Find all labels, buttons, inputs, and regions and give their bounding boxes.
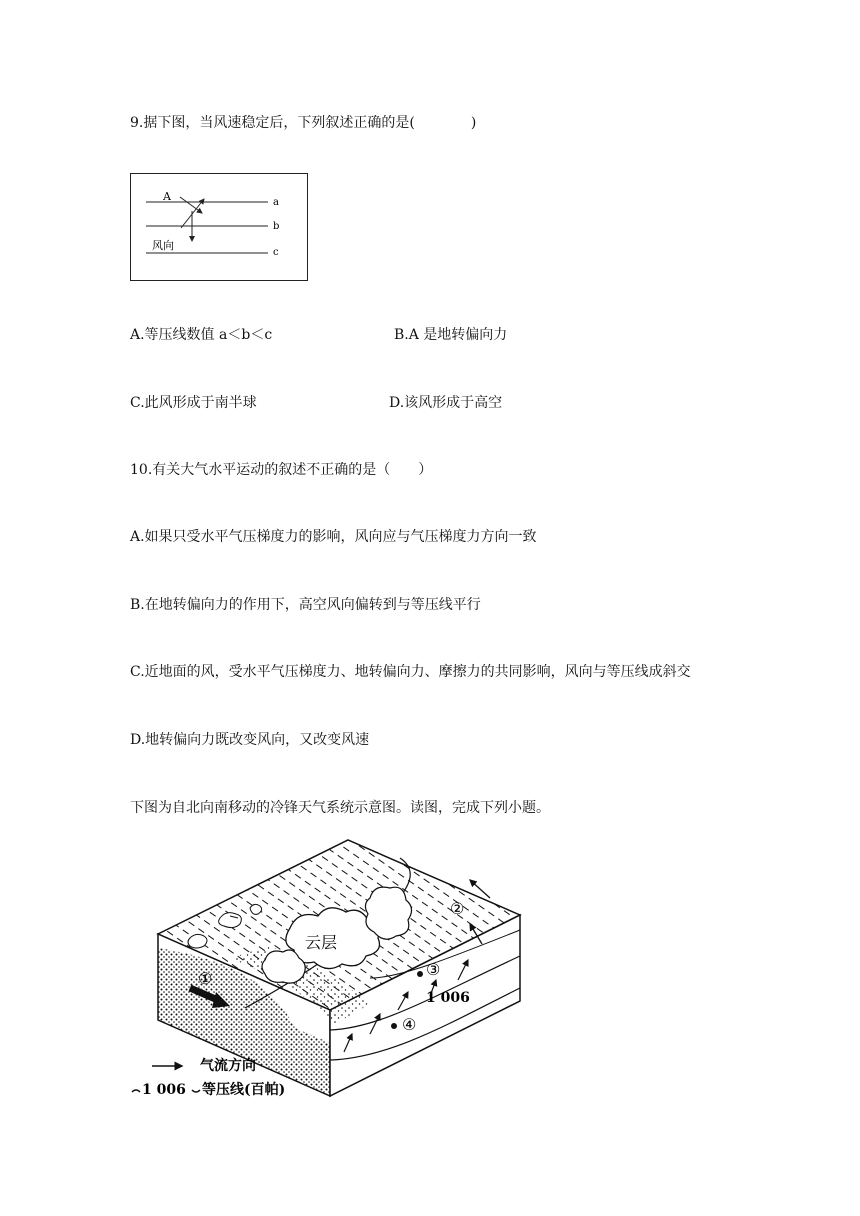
wind-force-diagram (130, 173, 308, 281)
question-10-stem: 10.有关大气水平运动的叙述不正确的是（ ） (130, 462, 433, 478)
q10-option-b: B.在地转偏向力的作用下，高空风向偏转到与等压线平行 (130, 597, 481, 613)
cold-front-intro: 下图为自北向南移动的冷锋天气系统示意图。读图，完成下列小题。 (130, 800, 550, 816)
marker-1: ① (198, 969, 213, 988)
legend-airflow-text: 气流方向 (200, 1058, 256, 1074)
label-a: a (273, 197, 279, 208)
cold-front-diagram (130, 838, 530, 1106)
isobar-value-label: 1 006 (426, 990, 470, 1006)
marker-2: ② (450, 899, 465, 918)
q10-option-c: C.近地面的风，受水平气压梯度力、地转偏向力、摩擦力的共同影响，风向与等压线成斜交 (130, 664, 691, 680)
cloud-layer-label: 云层 (305, 933, 338, 952)
legend-isobar-left-mark (132, 1090, 140, 1092)
label-c: c (273, 247, 279, 258)
q9-option-c: C.此风形成于南半球 (130, 395, 257, 411)
legend-isobar-right-mark (192, 1090, 200, 1092)
q10-option-a: A.如果只受水平气压梯度力的影响，风向应与气压梯度力方向一致 (130, 529, 537, 545)
cloud-puff-3 (250, 904, 262, 914)
point-3-dot (417, 971, 423, 977)
q9-option-a: A.等压线数值 a＜b＜c (130, 327, 273, 343)
legend-isobar-text: 等压线(百帕) (202, 1082, 286, 1098)
question-9-stem: 9.据下图，当风速稳定后，下列叙述正确的是( ) (130, 115, 477, 131)
legend-isobar-value: 1 006 (142, 1082, 186, 1098)
marker-4: ④ (402, 1015, 417, 1034)
q9-option-d: D.该风形成于高空 (389, 395, 503, 411)
label-b: b (273, 221, 280, 232)
label-wind-direction: 风向 (152, 239, 174, 252)
q10-option-d: D.地转偏向力既改变风向，又改变风速 (130, 732, 370, 748)
label-A: A (163, 190, 171, 203)
diagram-frame (131, 174, 308, 281)
q9-option-b: B.A 是地转偏向力 (394, 327, 508, 343)
point-4-dot (391, 1023, 397, 1029)
marker-3: ③ (426, 960, 441, 979)
cloud-cluster-right (365, 887, 411, 939)
